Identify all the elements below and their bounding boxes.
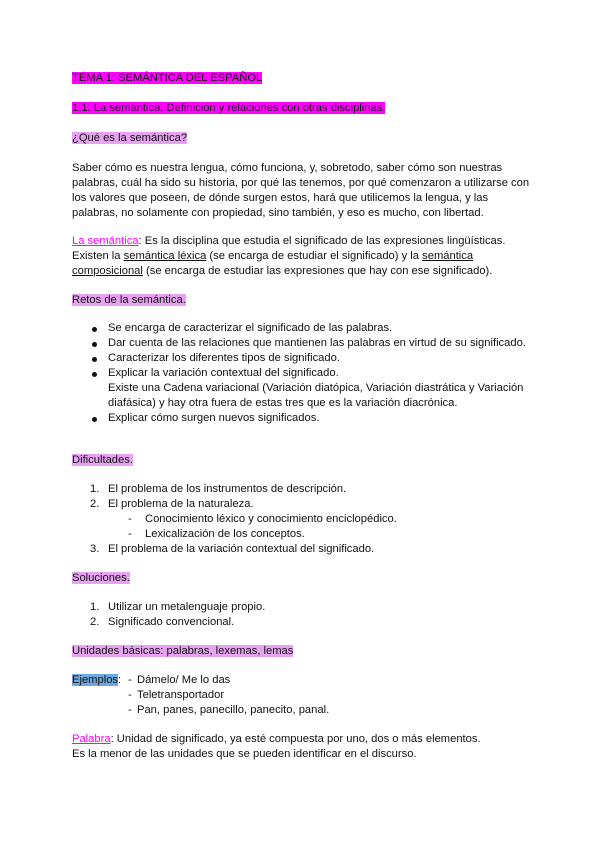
list-number: 2. [90, 498, 100, 510]
soluciones-heading [72, 571, 130, 586]
intro-line: palabras, no solamente con propiedad, sino también, y eso es mucho, con libertad. [72, 207, 484, 219]
definition-text: Existen la [72, 250, 124, 262]
definition-term: La semántica [72, 235, 139, 247]
dificultades-heading [72, 453, 133, 468]
intro-line: los valores que poseen, de dónde surgen estos, hará que utilicemos la lengua, y las [72, 192, 489, 204]
dificultad-subitem: Lexicalización de los conceptos. [145, 528, 305, 540]
dificultad-item: El problema de los instrumentos de descripción. [108, 483, 347, 495]
definition-text: (se encarga de estudiar el significado) y la [206, 250, 423, 262]
section-title [72, 101, 385, 116]
dash-icon: - [128, 674, 132, 686]
definition-line [72, 234, 505, 249]
tema-title [72, 71, 262, 86]
reto-item: Se encarga de caracterizar el significado de las palabras. [108, 322, 393, 334]
question-heading-text: ¿Qué es la semántica? [72, 132, 188, 144]
retos-heading-text: Retos de la semántica. [72, 294, 186, 306]
solucion-item: Utilizar un metalenguaje propio. [108, 601, 266, 613]
definition-text: : Es la disciplina que estudia el significado de las expresiones lingüísticas. [138, 235, 506, 247]
unidades-heading [72, 644, 293, 659]
bullet-icon [92, 342, 97, 347]
unidades-heading-text: Unidades básicas: palabras, lexemas, lemas [72, 645, 294, 657]
soluciones-heading-text: Soluciones. [72, 572, 130, 584]
solucion-item: Significado convencional. [108, 616, 235, 628]
reto-item: Explicar cómo surgen nuevos significados. [108, 412, 320, 424]
reto-subtext: diafásica) y hay otra fuera de estas tres que es la variación diacrónica. [108, 397, 458, 409]
palabra-text: : Unidad de significado, ya esté compuesta por uno, dos o más elementos. [110, 733, 481, 745]
bullet-icon [92, 357, 97, 362]
palabra-line: Es la menor de las unidades que se pueden identificar en el discurso. [72, 748, 417, 760]
ejemplo-item: Dámelo/ Me lo das [137, 674, 231, 686]
definition-line [72, 264, 492, 279]
section-title-text: 1.1. La semántica. Definición y relaciones con otras disciplinas. [72, 102, 386, 114]
dash-icon: - [128, 513, 132, 525]
retos-heading [72, 293, 186, 308]
intro-line: palabras, cuál ha sido su historia, por qué las tenemos, por qué comenzaron a utilizarse con [72, 177, 530, 189]
ejemplo-item: Teletransportador [137, 689, 225, 701]
dash-icon: - [128, 689, 132, 701]
term-semantica-composicional-a: semántica [422, 250, 474, 262]
intro-line: Saber cómo es nuestra lengua, cómo funciona, y, sobretodo, saber cómo son nuestras [72, 162, 503, 174]
bullet-icon [92, 327, 97, 332]
dificultades-heading-text: Dificultades. [72, 454, 133, 466]
dash-icon: - [128, 704, 132, 716]
tema-title-text: TEMA 1: SEMÁNTICA DEL ESPAÑOL [72, 72, 263, 84]
palabra-line [72, 732, 481, 747]
palabra-term: Palabra [72, 733, 111, 745]
list-number: 1. [90, 601, 100, 613]
reto-item: Dar cuenta de las relaciones que mantienen las palabras en virtud de su significado. [108, 337, 526, 349]
definition-text: (se encarga de estudiar las expresiones que hay con ese significado). [142, 265, 493, 277]
dificultad-item: El problema de la variación contextual del significado. [108, 543, 375, 555]
reto-item: Explicar la variación contextual del significado. [108, 367, 339, 379]
ejemplos-label [72, 673, 121, 688]
question-heading [72, 131, 187, 146]
definition-line [72, 249, 473, 264]
dash-icon: - [128, 528, 132, 540]
dificultad-item: El problema de la naturaleza. [108, 498, 254, 510]
list-number: 3. [90, 543, 100, 555]
dificultad-subitem: Conocimiento léxico y conocimiento enciclopédico. [145, 513, 397, 525]
bullet-icon [92, 417, 97, 422]
ejemplos-label-text: Ejemplos [72, 674, 119, 686]
bullet-icon [92, 372, 97, 377]
list-number: 2. [90, 616, 100, 628]
term-semantica-composicional-b: composicional [72, 265, 143, 277]
ejemplos-colon: : [118, 674, 122, 686]
term-semantica-lexica: semántica léxica [123, 250, 207, 262]
list-number: 1. [90, 483, 100, 495]
reto-subtext: Existe una Cadena variacional (Variación diatópica, Variación diastrática y Variación [108, 382, 524, 394]
ejemplo-item: Pan, panes, panecillo, panecito, panal. [137, 704, 330, 716]
reto-item: Caracterizar los diferentes tipos de significado. [108, 352, 340, 364]
